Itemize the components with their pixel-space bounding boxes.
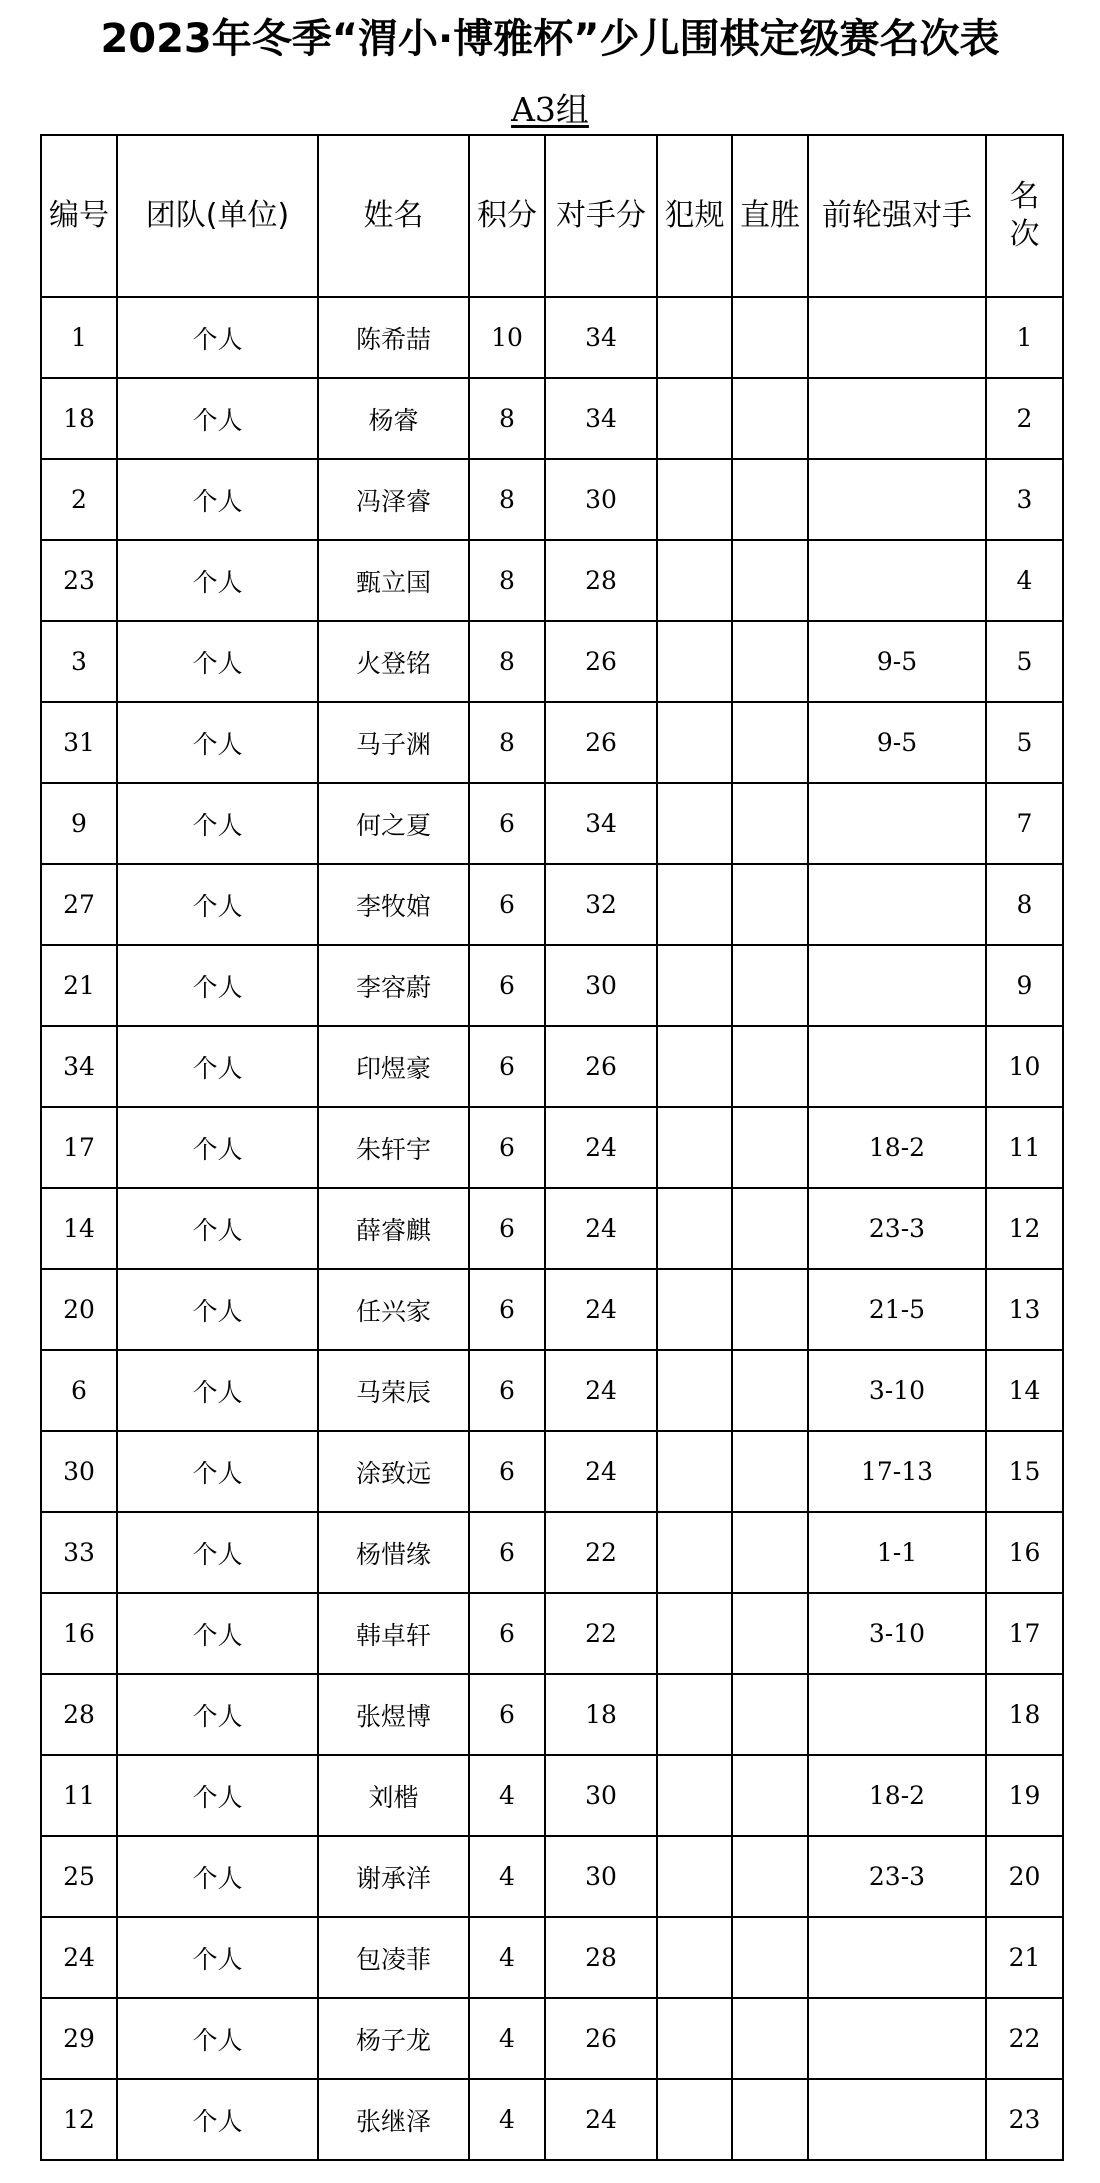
cell-strongest-opponent: [808, 459, 986, 540]
cell-rank: 4: [986, 540, 1063, 621]
cell-fouls: [657, 621, 732, 702]
cell-fouls: [657, 1026, 732, 1107]
cell-direct-win: [732, 1269, 808, 1350]
cell-direct-win: [732, 540, 808, 621]
cell-strongest-opponent: 21-5: [808, 1269, 986, 1350]
cell-number: 11: [41, 1755, 117, 1836]
cell-strongest-opponent: [808, 864, 986, 945]
cell-rank: 18: [986, 1674, 1063, 1755]
cell-opponent-points: 28: [545, 1917, 657, 1998]
cell-name: 杨惜缘: [318, 1512, 469, 1593]
table-row: [41, 1512, 1063, 1593]
cell-direct-win: [732, 459, 808, 540]
cell-fouls: [657, 1269, 732, 1350]
table-row: [41, 378, 1063, 459]
cell-team: 个人: [117, 1512, 318, 1593]
header-team: 团队(单位): [117, 135, 318, 297]
cell-fouls: [657, 1107, 732, 1188]
cell-rank: 23: [986, 2079, 1063, 2160]
cell-number: 21: [41, 945, 117, 1026]
cell-direct-win: [732, 1593, 808, 1674]
cell-points: 4: [469, 1836, 545, 1917]
cell-strongest-opponent: 23-3: [808, 1188, 986, 1269]
cell-points: 10: [469, 297, 545, 378]
table-row: [41, 540, 1063, 621]
cell-team: 个人: [117, 1026, 318, 1107]
cell-opponent-points: 26: [545, 1998, 657, 2079]
cell-name: 火登铭: [318, 621, 469, 702]
cell-team: 个人: [117, 621, 318, 702]
cell-strongest-opponent: [808, 1026, 986, 1107]
cell-number: 33: [41, 1512, 117, 1593]
cell-team: 个人: [117, 864, 318, 945]
cell-direct-win: [732, 702, 808, 783]
cell-fouls: [657, 702, 732, 783]
cell-points: 6: [469, 1512, 545, 1593]
cell-rank: 14: [986, 1350, 1063, 1431]
cell-fouls: [657, 1836, 732, 1917]
table-row: [41, 2079, 1063, 2160]
cell-direct-win: [732, 378, 808, 459]
table-row: [41, 1431, 1063, 1512]
cell-number: 9: [41, 783, 117, 864]
ranking-table: [40, 134, 1064, 2161]
cell-opponent-points: 26: [545, 702, 657, 783]
cell-team: 个人: [117, 1188, 318, 1269]
cell-fouls: [657, 540, 732, 621]
cell-fouls: [657, 1188, 732, 1269]
cell-name: 陈希喆: [318, 297, 469, 378]
cell-number: 23: [41, 540, 117, 621]
cell-direct-win: [732, 1917, 808, 1998]
cell-rank: 15: [986, 1431, 1063, 1512]
cell-fouls: [657, 1998, 732, 2079]
table-row: [41, 1917, 1063, 1998]
cell-name: 朱轩宇: [318, 1107, 469, 1188]
table-row: [41, 1836, 1063, 1917]
cell-strongest-opponent: 1-1: [808, 1512, 986, 1593]
cell-points: 6: [469, 1269, 545, 1350]
cell-number: 6: [41, 1350, 117, 1431]
cell-name: 刘楷: [318, 1755, 469, 1836]
cell-fouls: [657, 945, 732, 1026]
cell-name: 马荣辰: [318, 1350, 469, 1431]
cell-points: 6: [469, 1674, 545, 1755]
cell-opponent-points: 32: [545, 864, 657, 945]
cell-points: 8: [469, 459, 545, 540]
cell-strongest-opponent: 9-5: [808, 621, 986, 702]
cell-name: 张继泽: [318, 2079, 469, 2160]
cell-strongest-opponent: [808, 1998, 986, 2079]
cell-direct-win: [732, 783, 808, 864]
cell-fouls: [657, 1431, 732, 1512]
cell-rank: 7: [986, 783, 1063, 864]
cell-direct-win: [732, 621, 808, 702]
cell-opponent-points: 30: [545, 1836, 657, 1917]
cell-team: 个人: [117, 945, 318, 1026]
cell-opponent-points: 34: [545, 783, 657, 864]
cell-opponent-points: 24: [545, 1350, 657, 1431]
header-direct-win: 直胜: [732, 135, 808, 297]
cell-rank: 13: [986, 1269, 1063, 1350]
cell-team: 个人: [117, 378, 318, 459]
cell-direct-win: [732, 1107, 808, 1188]
cell-rank: 20: [986, 1836, 1063, 1917]
cell-number: 12: [41, 2079, 117, 2160]
cell-number: 14: [41, 1188, 117, 1269]
cell-direct-win: [732, 297, 808, 378]
table-row: [41, 1593, 1063, 1674]
cell-team: 个人: [117, 1350, 318, 1431]
cell-direct-win: [732, 1836, 808, 1917]
cell-opponent-points: 34: [545, 378, 657, 459]
cell-points: 6: [469, 783, 545, 864]
cell-name: 何之夏: [318, 783, 469, 864]
cell-opponent-points: 24: [545, 1107, 657, 1188]
cell-fouls: [657, 297, 732, 378]
cell-name: 李牧婠: [318, 864, 469, 945]
cell-fouls: [657, 864, 732, 945]
cell-team: 个人: [117, 1998, 318, 2079]
cell-opponent-points: 22: [545, 1593, 657, 1674]
cell-team: 个人: [117, 702, 318, 783]
cell-name: 韩卓轩: [318, 1593, 469, 1674]
cell-team: 个人: [117, 1107, 318, 1188]
cell-name: 包凌菲: [318, 1917, 469, 1998]
table-body: [41, 297, 1063, 2160]
cell-opponent-points: 24: [545, 1188, 657, 1269]
cell-team: 个人: [117, 1269, 318, 1350]
cell-direct-win: [732, 1512, 808, 1593]
cell-points: 8: [469, 621, 545, 702]
cell-team: 个人: [117, 1836, 318, 1917]
cell-direct-win: [732, 1998, 808, 2079]
cell-name: 任兴家: [318, 1269, 469, 1350]
table-row: [41, 621, 1063, 702]
table-row: [41, 864, 1063, 945]
cell-fouls: [657, 1755, 732, 1836]
cell-name: 甄立国: [318, 540, 469, 621]
cell-points: 4: [469, 1917, 545, 1998]
cell-opponent-points: 24: [545, 1269, 657, 1350]
cell-fouls: [657, 459, 732, 540]
cell-rank: 16: [986, 1512, 1063, 1593]
cell-number: 25: [41, 1836, 117, 1917]
header-fouls: 犯规: [657, 135, 732, 297]
cell-team: 个人: [117, 783, 318, 864]
cell-strongest-opponent: [808, 2079, 986, 2160]
cell-strongest-opponent: [808, 1674, 986, 1755]
cell-fouls: [657, 2079, 732, 2160]
cell-number: 16: [41, 1593, 117, 1674]
cell-team: 个人: [117, 2079, 318, 2160]
cell-team: 个人: [117, 1431, 318, 1512]
cell-direct-win: [732, 1755, 808, 1836]
cell-name: 张煜博: [318, 1674, 469, 1755]
table-row: [41, 945, 1063, 1026]
cell-opponent-points: 22: [545, 1512, 657, 1593]
table-row: [41, 1674, 1063, 1755]
cell-fouls: [657, 783, 732, 864]
cell-strongest-opponent: [808, 540, 986, 621]
cell-direct-win: [732, 1350, 808, 1431]
cell-name: 杨睿: [318, 378, 469, 459]
cell-team: 个人: [117, 1917, 318, 1998]
cell-rank: 12: [986, 1188, 1063, 1269]
cell-team: 个人: [117, 1674, 318, 1755]
cell-number: 1: [41, 297, 117, 378]
cell-number: 31: [41, 702, 117, 783]
cell-name: 马子渊: [318, 702, 469, 783]
cell-points: 8: [469, 702, 545, 783]
cell-number: 17: [41, 1107, 117, 1188]
cell-rank: 11: [986, 1107, 1063, 1188]
cell-direct-win: [732, 1674, 808, 1755]
table-row: [41, 1107, 1063, 1188]
cell-strongest-opponent: 9-5: [808, 702, 986, 783]
cell-number: 2: [41, 459, 117, 540]
cell-strongest-opponent: [808, 945, 986, 1026]
cell-points: 6: [469, 1431, 545, 1512]
cell-opponent-points: 30: [545, 1755, 657, 1836]
cell-opponent-points: 30: [545, 945, 657, 1026]
cell-rank: 22: [986, 1998, 1063, 2079]
cell-fouls: [657, 1350, 732, 1431]
table-row: [41, 783, 1063, 864]
cell-rank: 9: [986, 945, 1063, 1026]
cell-team: 个人: [117, 297, 318, 378]
table-row: [41, 1350, 1063, 1431]
cell-strongest-opponent: 23-3: [808, 1836, 986, 1917]
cell-name: 印煜豪: [318, 1026, 469, 1107]
cell-direct-win: [732, 864, 808, 945]
cell-name: 杨子龙: [318, 1998, 469, 2079]
cell-team: 个人: [117, 1593, 318, 1674]
cell-strongest-opponent: 3-10: [808, 1593, 986, 1674]
cell-strongest-opponent: [808, 297, 986, 378]
cell-strongest-opponent: 17-13: [808, 1431, 986, 1512]
cell-rank: 2: [986, 378, 1063, 459]
table-row: [41, 1026, 1063, 1107]
table-row: [41, 297, 1063, 378]
cell-points: 6: [469, 1350, 545, 1431]
cell-team: 个人: [117, 1755, 318, 1836]
cell-strongest-opponent: [808, 1917, 986, 1998]
cell-opponent-points: 24: [545, 1431, 657, 1512]
cell-number: 18: [41, 378, 117, 459]
cell-rank: 1: [986, 297, 1063, 378]
cell-rank: 8: [986, 864, 1063, 945]
cell-points: 6: [469, 1107, 545, 1188]
cell-direct-win: [732, 1431, 808, 1512]
cell-strongest-opponent: [808, 783, 986, 864]
table-row: [41, 1188, 1063, 1269]
cell-number: 30: [41, 1431, 117, 1512]
cell-opponent-points: 34: [545, 297, 657, 378]
cell-number: 34: [41, 1026, 117, 1107]
cell-rank: 21: [986, 1917, 1063, 1998]
cell-opponent-points: 28: [545, 540, 657, 621]
cell-name: 李容蔚: [318, 945, 469, 1026]
table-row: [41, 1998, 1063, 2079]
cell-direct-win: [732, 1188, 808, 1269]
cell-points: 4: [469, 1998, 545, 2079]
cell-points: 6: [469, 1593, 545, 1674]
cell-rank: 17: [986, 1593, 1063, 1674]
header-number: 编号: [41, 135, 117, 297]
header-name: 姓名: [318, 135, 469, 297]
cell-number: 29: [41, 1998, 117, 2079]
cell-points: 6: [469, 864, 545, 945]
cell-points: 8: [469, 378, 545, 459]
cell-rank: 3: [986, 459, 1063, 540]
cell-opponent-points: 18: [545, 1674, 657, 1755]
cell-name: 冯泽睿: [318, 459, 469, 540]
cell-fouls: [657, 1512, 732, 1593]
cell-rank: 5: [986, 702, 1063, 783]
header-strongest-opponent: 前轮强对手: [808, 135, 986, 297]
cell-fouls: [657, 378, 732, 459]
cell-strongest-opponent: 3-10: [808, 1350, 986, 1431]
cell-number: 28: [41, 1674, 117, 1755]
cell-opponent-points: 30: [545, 459, 657, 540]
cell-points: 8: [469, 540, 545, 621]
cell-fouls: [657, 1917, 732, 1998]
cell-points: 6: [469, 1026, 545, 1107]
cell-strongest-opponent: [808, 378, 986, 459]
table-row: [41, 702, 1063, 783]
cell-rank: 19: [986, 1755, 1063, 1836]
cell-points: 6: [469, 1188, 545, 1269]
header-points: 积分: [469, 135, 545, 297]
document-title: 2023年冬季“渭小·博雅杯”少儿围棋定级赛名次表: [100, 16, 1000, 62]
cell-number: 27: [41, 864, 117, 945]
group-label: [0, 88, 1100, 132]
table-row: [41, 459, 1063, 540]
cell-direct-win: [732, 1026, 808, 1107]
cell-name: 薛睿麒: [318, 1188, 469, 1269]
table-header-row: [41, 135, 1063, 297]
cell-number: 3: [41, 621, 117, 702]
cell-fouls: [657, 1593, 732, 1674]
cell-rank: 5: [986, 621, 1063, 702]
cell-points: 4: [469, 2079, 545, 2160]
cell-team: 个人: [117, 459, 318, 540]
cell-opponent-points: 26: [545, 621, 657, 702]
cell-direct-win: [732, 2079, 808, 2160]
cell-name: 涂致远: [318, 1431, 469, 1512]
header-opponent-points: 对手分: [545, 135, 657, 297]
table-row: [41, 1755, 1063, 1836]
cell-strongest-opponent: 18-2: [808, 1107, 986, 1188]
cell-number: 24: [41, 1917, 117, 1998]
table-row: [41, 1269, 1063, 1350]
cell-points: 4: [469, 1755, 545, 1836]
cell-opponent-points: 24: [545, 2079, 657, 2160]
cell-direct-win: [732, 945, 808, 1026]
cell-fouls: [657, 1674, 732, 1755]
cell-team: 个人: [117, 540, 318, 621]
group-label-text: A3组: [511, 90, 589, 129]
cell-points: 6: [469, 945, 545, 1026]
cell-opponent-points: 26: [545, 1026, 657, 1107]
cell-rank: 10: [986, 1026, 1063, 1107]
header-rank: 名 次: [986, 135, 1063, 297]
cell-name: 谢承洋: [318, 1836, 469, 1917]
cell-number: 20: [41, 1269, 117, 1350]
cell-strongest-opponent: 18-2: [808, 1755, 986, 1836]
